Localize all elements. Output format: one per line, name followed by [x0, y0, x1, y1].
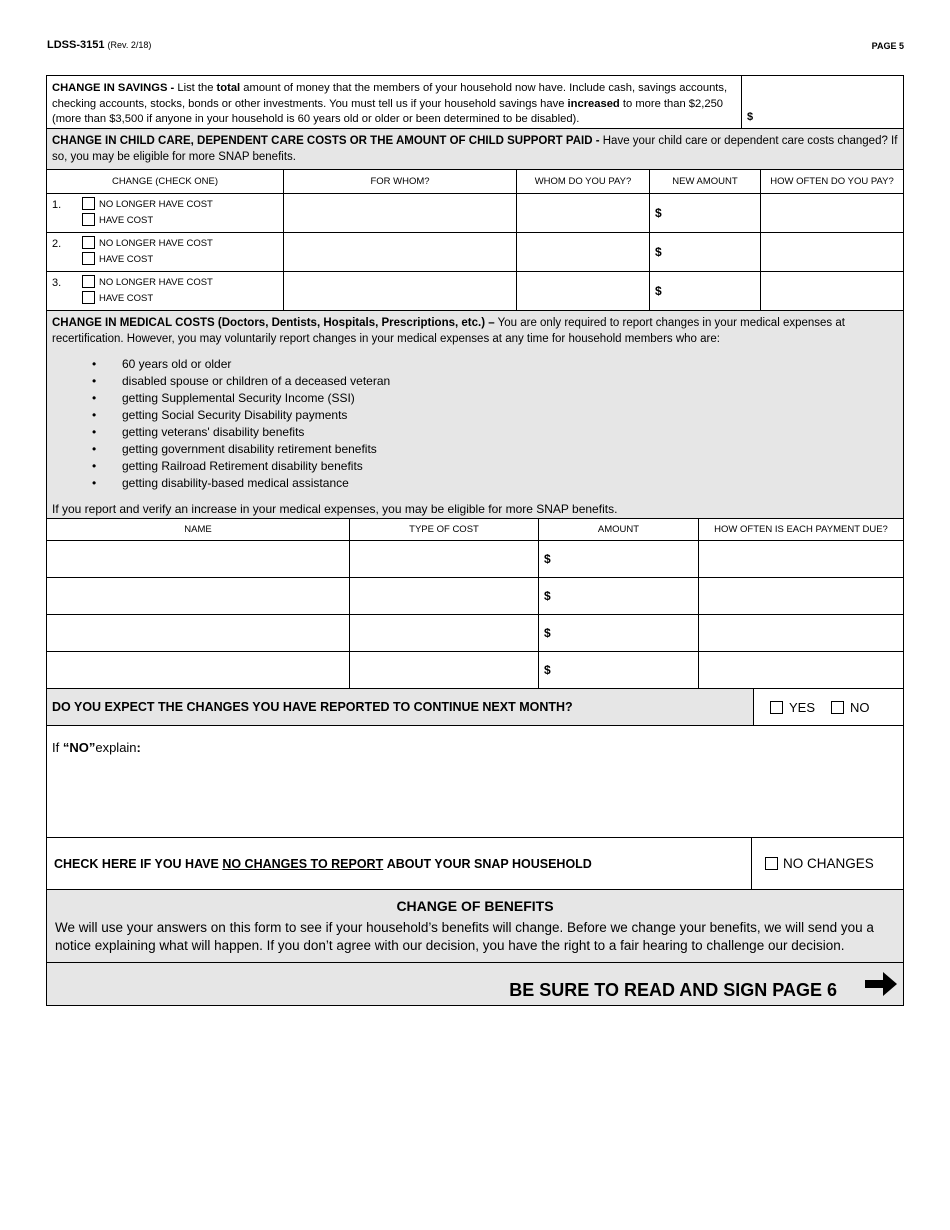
- yes-checkbox[interactable]: [770, 701, 783, 714]
- row-number: 2.: [52, 238, 62, 250]
- option-label: NO LONGER HAVE COST: [99, 277, 213, 288]
- no-changes-option[interactable]: [752, 838, 903, 889]
- dollar-sign: $: [655, 206, 662, 220]
- amount-field[interactable]: [539, 615, 699, 651]
- have-cost-option[interactable]: [82, 291, 153, 304]
- form-number: LDSS-3151: [47, 39, 105, 51]
- checkbox[interactable]: [82, 291, 95, 304]
- sign-instruction: BE SURE TO READ AND SIGN PAGE 6: [509, 980, 837, 1000]
- how-often-field[interactable]: [761, 233, 903, 271]
- payment-due-field[interactable]: [699, 615, 903, 651]
- savings-text: [47, 76, 741, 128]
- no-option[interactable]: [831, 700, 870, 715]
- continue-section: [47, 689, 903, 726]
- type-of-cost-field[interactable]: [350, 541, 539, 577]
- list-item: • disabled spouse or children of a deceased veteran: [92, 373, 898, 390]
- medical-table-header: [47, 519, 903, 541]
- table-row: [47, 233, 903, 272]
- type-of-cost-field[interactable]: [350, 578, 539, 614]
- column-header: AMOUNT: [539, 519, 699, 540]
- how-often-field[interactable]: [761, 272, 903, 310]
- type-of-cost-field[interactable]: [350, 652, 539, 688]
- column-header: CHANGE (CHECK ONE): [47, 170, 284, 193]
- no-label: NO: [850, 699, 870, 715]
- no-checkbox[interactable]: [831, 701, 844, 714]
- savings-amount-field[interactable]: [741, 76, 903, 128]
- no-longer-have-cost-option[interactable]: [82, 275, 213, 288]
- option-label: HAVE COST: [99, 215, 154, 226]
- how-often-field[interactable]: [761, 194, 903, 232]
- new-amount-field[interactable]: [650, 272, 761, 310]
- type-of-cost-field[interactable]: [350, 615, 539, 651]
- name-field[interactable]: [47, 541, 350, 577]
- column-header: NEW AMOUNT: [650, 170, 761, 193]
- option-label: NO LONGER HAVE COST: [99, 238, 213, 249]
- benefits-title: CHANGE OF BENEFITS: [396, 898, 554, 914]
- payment-due-field[interactable]: [699, 652, 903, 688]
- for-whom-field[interactable]: [284, 272, 517, 310]
- amount-field[interactable]: [539, 541, 699, 577]
- table-row: [47, 652, 903, 689]
- list-item: • getting Railroad Retirement disability benefits: [92, 458, 898, 475]
- table-row: [47, 541, 903, 578]
- new-amount-field[interactable]: [650, 194, 761, 232]
- eligibility-list: [92, 356, 898, 492]
- list-item: • getting Social Security Disability payments: [92, 407, 898, 424]
- have-cost-option[interactable]: [82, 252, 153, 265]
- payment-due-field[interactable]: [699, 541, 903, 577]
- checkbox[interactable]: [82, 236, 95, 249]
- amount-field[interactable]: [539, 652, 699, 688]
- explain-colon: :: [136, 740, 141, 755]
- no-changes-question: [47, 838, 752, 889]
- list-item: • getting disability-based medical assistance: [92, 475, 898, 492]
- list-item: • getting government disability retirement benefits: [92, 441, 898, 458]
- dollar-sign: $: [544, 663, 551, 677]
- explain-post: explain: [95, 740, 137, 755]
- child-care-header: [47, 129, 903, 170]
- column-header: TYPE OF COST: [350, 519, 539, 540]
- whom-do-you-pay-field[interactable]: [517, 272, 650, 310]
- savings-bold-total: total: [216, 82, 241, 94]
- medical-tail: If you report and verify an increase in your medical expenses, you may be eligible for more SNAP benefits.: [52, 502, 618, 516]
- medical-text: You are only required to report changes in your medical expenses at recertification. However, you may voluntarily report changes in your medical expenses at any time for household members who are:: [52, 317, 845, 345]
- name-field[interactable]: [47, 615, 350, 651]
- yes-label: YES: [789, 699, 816, 715]
- dollar-sign: $: [655, 284, 662, 298]
- savings-bold-increased: increased: [567, 97, 620, 110]
- checkbox[interactable]: [82, 275, 95, 288]
- checkbox[interactable]: [82, 213, 95, 226]
- medical-costs-section: [47, 311, 903, 519]
- name-field[interactable]: [47, 578, 350, 614]
- right-arrow-icon: [863, 968, 899, 1000]
- option-label: HAVE COST: [99, 254, 154, 265]
- savings-text-post: to more than $2,250 (more than $3,500 if anyone in your household is 60 years old or older or been determined to be disabled).: [52, 97, 724, 126]
- explain-pre: If: [52, 740, 63, 755]
- change-of-benefits-section: [47, 890, 903, 963]
- dollar-sign: $: [544, 589, 551, 603]
- savings-text-pre: List the: [174, 82, 217, 94]
- payment-due-field[interactable]: [699, 578, 903, 614]
- dollar-sign: $: [544, 552, 551, 566]
- checkbox[interactable]: [82, 197, 95, 210]
- child-care-table-header: [47, 170, 903, 194]
- savings-section: [47, 76, 903, 129]
- option-label: NO LONGER HAVE COST: [99, 199, 213, 210]
- row-number: 3.: [52, 277, 62, 289]
- row-number: 1.: [52, 199, 62, 211]
- have-cost-option[interactable]: [82, 213, 153, 226]
- table-row: [47, 272, 903, 311]
- medical-title: CHANGE IN MEDICAL COSTS (Doctors, Dentists, Hospitals, Prescriptions, etc.) –: [52, 317, 495, 329]
- yes-no-options: [754, 689, 903, 725]
- option-label: HAVE COST: [99, 293, 154, 304]
- column-header: NAME: [47, 519, 350, 540]
- child-care-text: Have your child care or dependent care costs changed? If so, you may be eligible for more SNAP benefits.: [52, 135, 898, 163]
- explain-field[interactable]: [47, 726, 903, 838]
- checkbox[interactable]: [82, 252, 95, 265]
- no-longer-have-cost-option[interactable]: [82, 236, 213, 249]
- page-number: PAGE 5: [871, 41, 904, 51]
- amount-field[interactable]: [539, 578, 699, 614]
- list-item: • getting Supplemental Security Income (SSI): [92, 390, 898, 407]
- table-row: [47, 578, 903, 615]
- sign-footer: [47, 963, 903, 1005]
- list-item: • 60 years old or older: [92, 356, 898, 373]
- explain-bold: “NO”: [62, 740, 96, 755]
- dollar-sign: $: [747, 111, 754, 123]
- savings-text-mid: amount of money that the members of your household now have. Include cash, savings accounts, checking accounts, stocks, bonds or other investments. You must tell us if your household savings have: [52, 82, 728, 110]
- savings-title: CHANGE IN SAVINGS -: [52, 82, 175, 94]
- benefits-body: We will use your answers on this form to see if your household’s benefits will change. Before we change your benefits, we will send you a notice explaining what will happen. If you don’t agree with our decision, you have the right to a fair hearing to challenge our decision.: [55, 920, 874, 953]
- no-changes-section: [47, 838, 903, 890]
- column-header: WHOM DO YOU PAY?: [517, 170, 650, 193]
- no-changes-label: NO CHANGES: [783, 856, 874, 871]
- list-item: • getting veterans' disability benefits: [92, 424, 898, 441]
- column-header: HOW OFTEN DO YOU PAY?: [770, 176, 894, 187]
- for-whom-field[interactable]: [284, 194, 517, 232]
- no-longer-have-cost-option[interactable]: [82, 197, 213, 210]
- form-id: [47, 39, 151, 51]
- name-field[interactable]: [47, 652, 350, 688]
- continue-question: DO YOU EXPECT THE CHANGES YOU HAVE REPORTED TO CONTINUE NEXT MONTH?: [47, 689, 754, 725]
- no-changes-underlined: NO CHANGES TO REPORT: [222, 856, 384, 871]
- new-amount-field[interactable]: [650, 233, 761, 271]
- child-care-title: CHANGE IN CHILD CARE, DEPENDENT CARE COSTS OR THE AMOUNT OF CHILD SUPPORT PAID -: [52, 135, 600, 147]
- medical-intro: [52, 315, 898, 347]
- column-header: HOW OFTEN IS EACH PAYMENT DUE?: [714, 524, 888, 535]
- for-whom-field[interactable]: [284, 233, 517, 271]
- no-changes-pre: CHECK HERE IF YOU HAVE: [54, 856, 219, 871]
- dollar-sign: $: [544, 626, 551, 640]
- form-revision: (Rev. 2/18): [107, 40, 152, 50]
- form-frame: [46, 75, 904, 1006]
- dollar-sign: $: [655, 245, 662, 259]
- table-row: [47, 194, 903, 233]
- no-changes-post: ABOUT YOUR SNAP HOUSEHOLD: [386, 856, 592, 871]
- no-changes-checkbox[interactable]: [765, 857, 778, 870]
- table-row: [47, 615, 903, 652]
- whom-do-you-pay-field[interactable]: [517, 233, 650, 271]
- whom-do-you-pay-field[interactable]: [517, 194, 650, 232]
- column-header: FOR WHOM?: [284, 170, 517, 193]
